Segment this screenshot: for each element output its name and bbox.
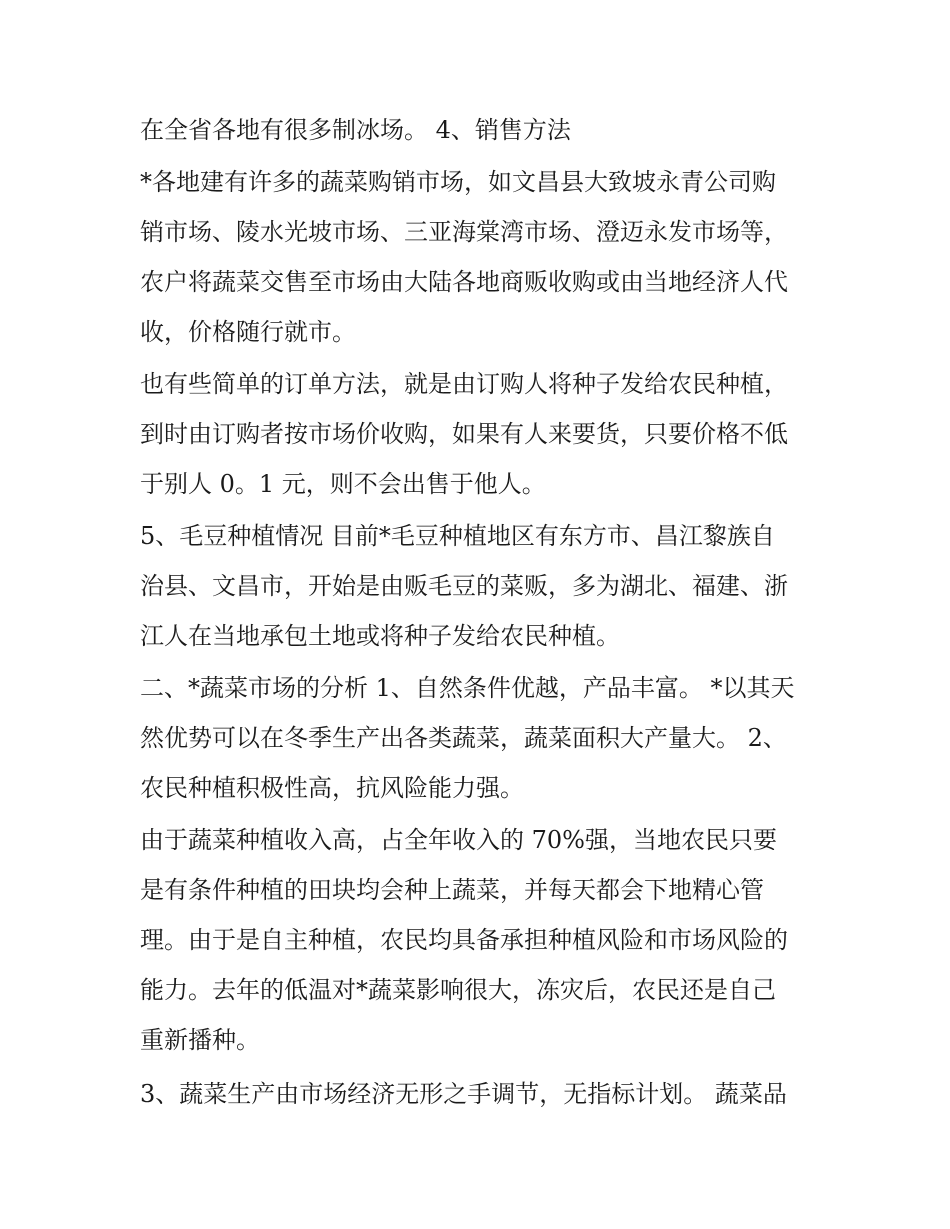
text-line: 然优势可以在冬季生产出各类蔬菜，蔬菜面积大产量大。 2、 [140, 724, 787, 752]
text-line: 于别人 0。1 元，则不会出售于他人。 [140, 470, 546, 498]
text-line: 销市场、陵水光坡市场、三亚海棠湾市场、澄迈永发市场等， [140, 218, 788, 246]
text-line: 农民种植积极性高，抗风险能力强。 [140, 774, 524, 802]
text-line: 农户将蔬菜交售至市场由大陆各地商贩收购或由当地经济人代 [140, 268, 788, 296]
text-line: *各地建有许多的蔬菜购销市场，如文昌县大致坡永青公司购 [140, 168, 776, 196]
text-line: 治县、文昌市，开始是由贩毛豆的菜贩，多为湖北、福建、浙 [140, 572, 788, 600]
text-line: 在全省各地有很多制冰场。 4、销售方法 [140, 116, 571, 144]
text-line: 是有条件种植的田块均会种上蔬菜，并每天都会下地精心管 [140, 876, 764, 904]
text-line: 理。由于是自主种植，农民均具备承担种植风险和市场风险的 [140, 926, 788, 954]
text-line: 由于蔬菜种植收入高，占全年收入的 70%强，当地农民只要 [140, 826, 777, 854]
text-line: 江人在当地承包土地或将种子发给农民种植。 [140, 622, 620, 650]
text-line: 二、*蔬菜市场的分析 1、自然条件优越，产品丰富。 *以其天 [140, 674, 795, 702]
text-line: 3、蔬菜生产由市场经济无形之手调节，无指标计划。 蔬菜品 [140, 1080, 787, 1108]
text-line: 到时由订购者按市场价收购，如果有人来要货，只要价格不低 [140, 420, 788, 448]
text-line: 重新播种。 [140, 1026, 260, 1054]
text-line: 能力。去年的低温对*蔬菜影响很大，冻灾后，农民还是自己 [140, 976, 776, 1004]
text-line: 收，价格随行就市。 [140, 318, 356, 346]
text-line: 也有些简单的订单方法，就是由订购人将种子发给农民种植， [140, 370, 788, 398]
text-line: 5、毛豆种植情况 目前*毛豆种植地区有东方市、昌江黎族自 [140, 522, 775, 550]
